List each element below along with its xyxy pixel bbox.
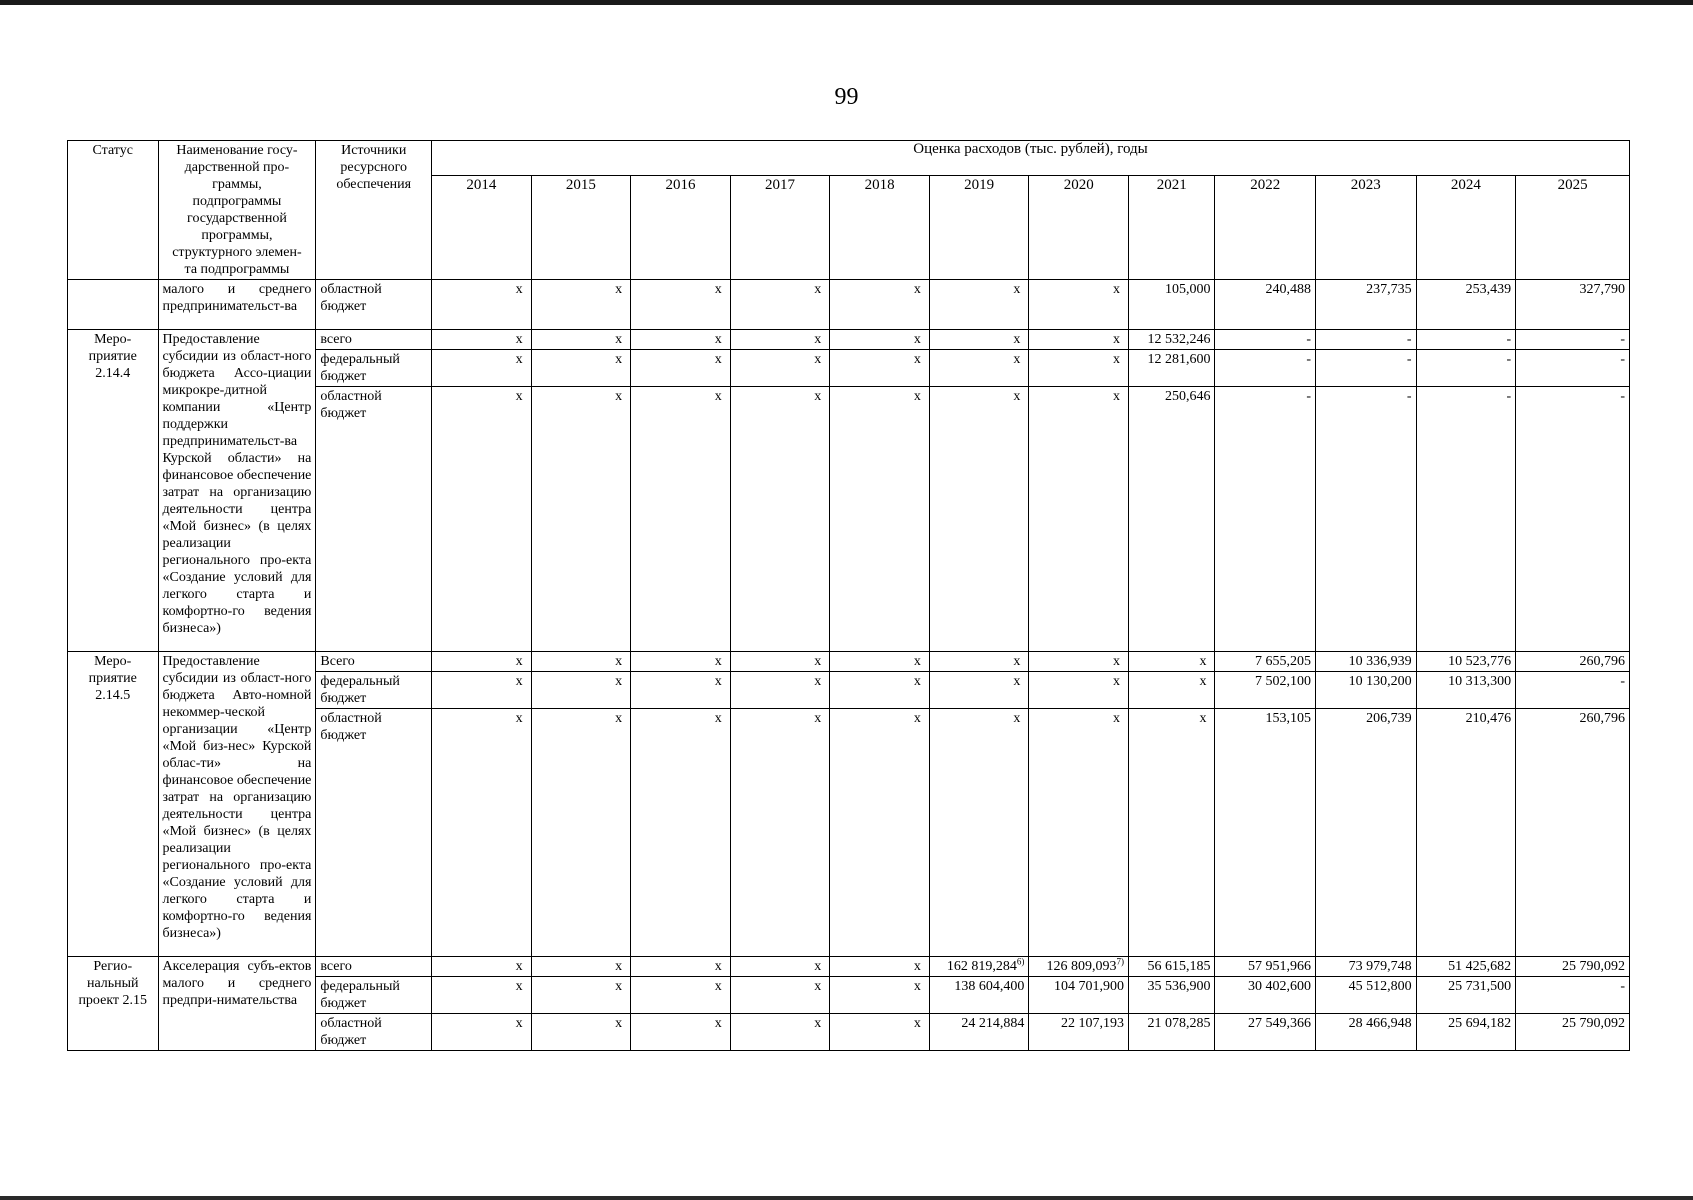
value-cell: x: [730, 387, 830, 652]
value-cell: 30 402,600: [1215, 977, 1316, 1014]
value-cell: x: [929, 387, 1029, 652]
row-status: Регио-нальный проект 2.15: [68, 957, 159, 1051]
value-cell: x: [830, 350, 930, 387]
value-cell: 126 809,093$^{7)}$: [1029, 957, 1129, 977]
row-name: Предоставление субсидии из област-ного бюджета Ассо-циации микрокре-дитной компании «Центр поддержки предпринимательст-ва Курской области» на финансовое обеспечение затрат на организацию деятельности центра «Мой бизнес» (в целях реализации регионального про-екта «Создание условий для легкого старта и комфортно-го ведения бизнеса»): [158, 330, 316, 652]
value-cell: x: [631, 387, 731, 652]
value-cell: x: [929, 709, 1029, 957]
value-cell: x: [830, 280, 930, 330]
value-cell: 73 979,748: [1316, 957, 1417, 977]
value-cell: x: [631, 652, 731, 672]
value-cell: x: [631, 957, 731, 977]
value-cell: 51 425,682: [1416, 957, 1516, 977]
value-cell: x: [830, 1014, 930, 1051]
value-cell: x: [432, 672, 532, 709]
header-row: [68, 141, 1630, 176]
row-source: областной бюджет: [316, 280, 432, 330]
year-header-2017: 2017: [730, 176, 830, 280]
value-cell: x: [631, 330, 731, 350]
header-sources: Источники ресурсного обеспечения: [316, 141, 432, 280]
value-cell: x: [631, 1014, 731, 1051]
value-cell: x: [830, 330, 930, 350]
value-cell: 253,439: [1416, 280, 1516, 330]
value-cell: x: [631, 280, 731, 330]
year-header-2023: 2023: [1316, 176, 1417, 280]
row-source: федеральный бюджет: [316, 977, 432, 1014]
value-cell: 250,646: [1128, 387, 1214, 652]
row-source: федеральный бюджет: [316, 672, 432, 709]
value-cell: x: [929, 350, 1029, 387]
header-status: Статус: [68, 141, 159, 280]
value-cell: x: [730, 330, 830, 350]
value-cell: x: [432, 709, 532, 957]
value-cell: -: [1416, 330, 1516, 350]
row-source: всего: [316, 330, 432, 350]
value-cell: x: [1029, 709, 1129, 957]
value-cell: 56 615,185: [1128, 957, 1214, 977]
value-cell: x: [929, 672, 1029, 709]
row-source: областной бюджет: [316, 1014, 432, 1051]
year-header-2024: 2024: [1416, 176, 1516, 280]
value-cell: 27 549,366: [1215, 1014, 1316, 1051]
year-header-2019: 2019: [929, 176, 1029, 280]
value-cell: x: [1029, 280, 1129, 330]
year-header-2015: 2015: [531, 176, 631, 280]
table-body: [68, 141, 1630, 1051]
value-cell: x: [929, 652, 1029, 672]
value-cell: 210,476: [1416, 709, 1516, 957]
value-cell: x: [830, 387, 930, 652]
value-cell: -: [1516, 387, 1630, 652]
value-cell: x: [531, 280, 631, 330]
value-cell: x: [432, 957, 532, 977]
value-cell: x: [730, 1014, 830, 1051]
row-name: Предоставление субсидии из област-ного бюджета Авто-номной некоммер-ческой организации «Центр «Мой биз-нес» Курской облас-ти» на финансовое обеспечение затрат на организацию деятельности центра «Мой бизнес» (в целях реализации регионального про-екта «Создание условий для легкого старта и комфортно-го ведения бизнеса»): [158, 652, 316, 957]
value-cell: x: [531, 672, 631, 709]
value-cell: x: [531, 957, 631, 977]
value-cell: -: [1516, 977, 1630, 1014]
value-cell: x: [730, 350, 830, 387]
year-header-2014: 2014: [432, 176, 532, 280]
value-cell: -: [1516, 330, 1630, 350]
value-cell: 105,000: [1128, 280, 1214, 330]
value-cell: x: [531, 1014, 631, 1051]
value-cell: 10 523,776: [1416, 652, 1516, 672]
value-cell: 327,790: [1516, 280, 1630, 330]
value-cell: x: [1029, 330, 1129, 350]
expenditure-table: [67, 140, 1630, 1051]
row-name: малого и среднего предпринимательст-ва: [158, 280, 316, 330]
value-cell: -: [1316, 330, 1417, 350]
value-cell: x: [531, 709, 631, 957]
value-cell: x: [531, 977, 631, 1014]
value-cell: x: [730, 709, 830, 957]
value-cell: 45 512,800: [1316, 977, 1417, 1014]
value-cell: x: [631, 350, 731, 387]
value-cell: x: [830, 957, 930, 977]
value-cell: x: [531, 350, 631, 387]
value-cell: x: [830, 709, 930, 957]
row-source: областной бюджет: [316, 387, 432, 652]
value-cell: x: [1029, 350, 1129, 387]
value-cell: x: [730, 957, 830, 977]
value-cell: x: [730, 672, 830, 709]
value-cell: x: [830, 672, 930, 709]
table-row: [68, 330, 1630, 350]
value-cell: 57 951,966: [1215, 957, 1316, 977]
year-header-2020: 2020: [1029, 176, 1129, 280]
value-cell: x: [432, 977, 532, 1014]
value-cell: x: [1029, 672, 1129, 709]
value-cell: 7 502,100: [1215, 672, 1316, 709]
value-cell: 25 790,092: [1516, 957, 1630, 977]
value-cell: -: [1416, 387, 1516, 652]
value-cell: -: [1516, 672, 1630, 709]
value-cell: x: [432, 280, 532, 330]
header-estimate: Оценка расходов (тыс. рублей), годы: [432, 141, 1630, 176]
row-status: Меро-приятие 2.14.4: [68, 330, 159, 652]
value-cell: 237,735: [1316, 280, 1417, 330]
value-cell: x: [1128, 672, 1214, 709]
row-status: [68, 280, 159, 330]
value-cell: x: [432, 652, 532, 672]
year-header-2021: 2021: [1128, 176, 1214, 280]
value-cell: x: [1029, 652, 1129, 672]
value-cell: 25 694,182: [1416, 1014, 1516, 1051]
value-cell: -: [1215, 387, 1316, 652]
value-cell: -: [1316, 387, 1417, 652]
value-cell: -: [1215, 350, 1316, 387]
year-header-2018: 2018: [830, 176, 930, 280]
value-cell: x: [631, 977, 731, 1014]
value-cell: 240,488: [1215, 280, 1316, 330]
value-cell: 22 107,193: [1029, 1014, 1129, 1051]
value-cell: -: [1516, 350, 1630, 387]
value-cell: 153,105: [1215, 709, 1316, 957]
value-cell: 21 078,285: [1128, 1014, 1214, 1051]
value-cell: x: [432, 330, 532, 350]
value-cell: x: [531, 387, 631, 652]
value-cell: 206,739: [1316, 709, 1417, 957]
value-cell: x: [830, 652, 930, 672]
value-cell: x: [929, 280, 1029, 330]
value-cell: 12 532,246: [1128, 330, 1214, 350]
value-cell: 12 281,600: [1128, 350, 1214, 387]
footnote-marker: 7): [1116, 956, 1124, 967]
value-cell: 10 130,200: [1316, 672, 1417, 709]
row-source: всего: [316, 957, 432, 977]
row-source: областной бюджет: [316, 709, 432, 957]
row-source: федеральный бюджет: [316, 350, 432, 387]
table-row: [68, 280, 1630, 330]
scan-edge-bottom: [0, 1196, 1693, 1200]
row-name: Акселерация субъ-ектов малого и среднего предпри-нимательства: [158, 957, 316, 1051]
value-cell: x: [1128, 652, 1214, 672]
value-cell: 10 313,300: [1416, 672, 1516, 709]
value-cell: x: [531, 652, 631, 672]
value-cell: x: [830, 977, 930, 1014]
row-status: Меро-приятие 2.14.5: [68, 652, 159, 957]
value-cell: -: [1215, 330, 1316, 350]
year-header-2022: 2022: [1215, 176, 1316, 280]
value-cell: 10 336,939: [1316, 652, 1417, 672]
page-number: 99: [834, 84, 859, 110]
value-cell: x: [432, 350, 532, 387]
value-cell: 260,796: [1516, 709, 1630, 957]
row-source: Всего: [316, 652, 432, 672]
value-cell: x: [432, 1014, 532, 1051]
value-cell: -: [1316, 350, 1417, 387]
value-cell: -: [1416, 350, 1516, 387]
value-cell: 162 819,284$^{6)}$: [929, 957, 1029, 977]
value-cell: x: [730, 280, 830, 330]
value-cell: 104 701,900: [1029, 977, 1129, 1014]
value-cell: 260,796: [1516, 652, 1630, 672]
value-cell: x: [730, 652, 830, 672]
value-cell: 25 790,092: [1516, 1014, 1630, 1051]
scan-edge-top: [0, 0, 1693, 5]
value-cell: x: [432, 387, 532, 652]
value-cell: 35 536,900: [1128, 977, 1214, 1014]
table-row: [68, 957, 1630, 977]
value-cell: x: [929, 330, 1029, 350]
table-row: [68, 652, 1630, 672]
value-cell: x: [1128, 709, 1214, 957]
year-header-2025: 2025: [1516, 176, 1630, 280]
value-cell: x: [631, 672, 731, 709]
value-cell: x: [631, 709, 731, 957]
value-cell: 25 731,500: [1416, 977, 1516, 1014]
value-cell: x: [1029, 387, 1129, 652]
value-cell: 138 604,400: [929, 977, 1029, 1014]
value-cell: x: [531, 330, 631, 350]
value-cell: 28 466,948: [1316, 1014, 1417, 1051]
value-cell: 7 655,205: [1215, 652, 1316, 672]
value-cell: 24 214,884: [929, 1014, 1029, 1051]
header-name: Наименование госу- дарственной про- граммы, подпрограммы государственной программы, структурного элемен- та подпрограммы: [158, 141, 316, 280]
year-header-2016: 2016: [631, 176, 731, 280]
footnote-marker: 6): [1016, 956, 1025, 967]
value-cell: x: [730, 977, 830, 1014]
